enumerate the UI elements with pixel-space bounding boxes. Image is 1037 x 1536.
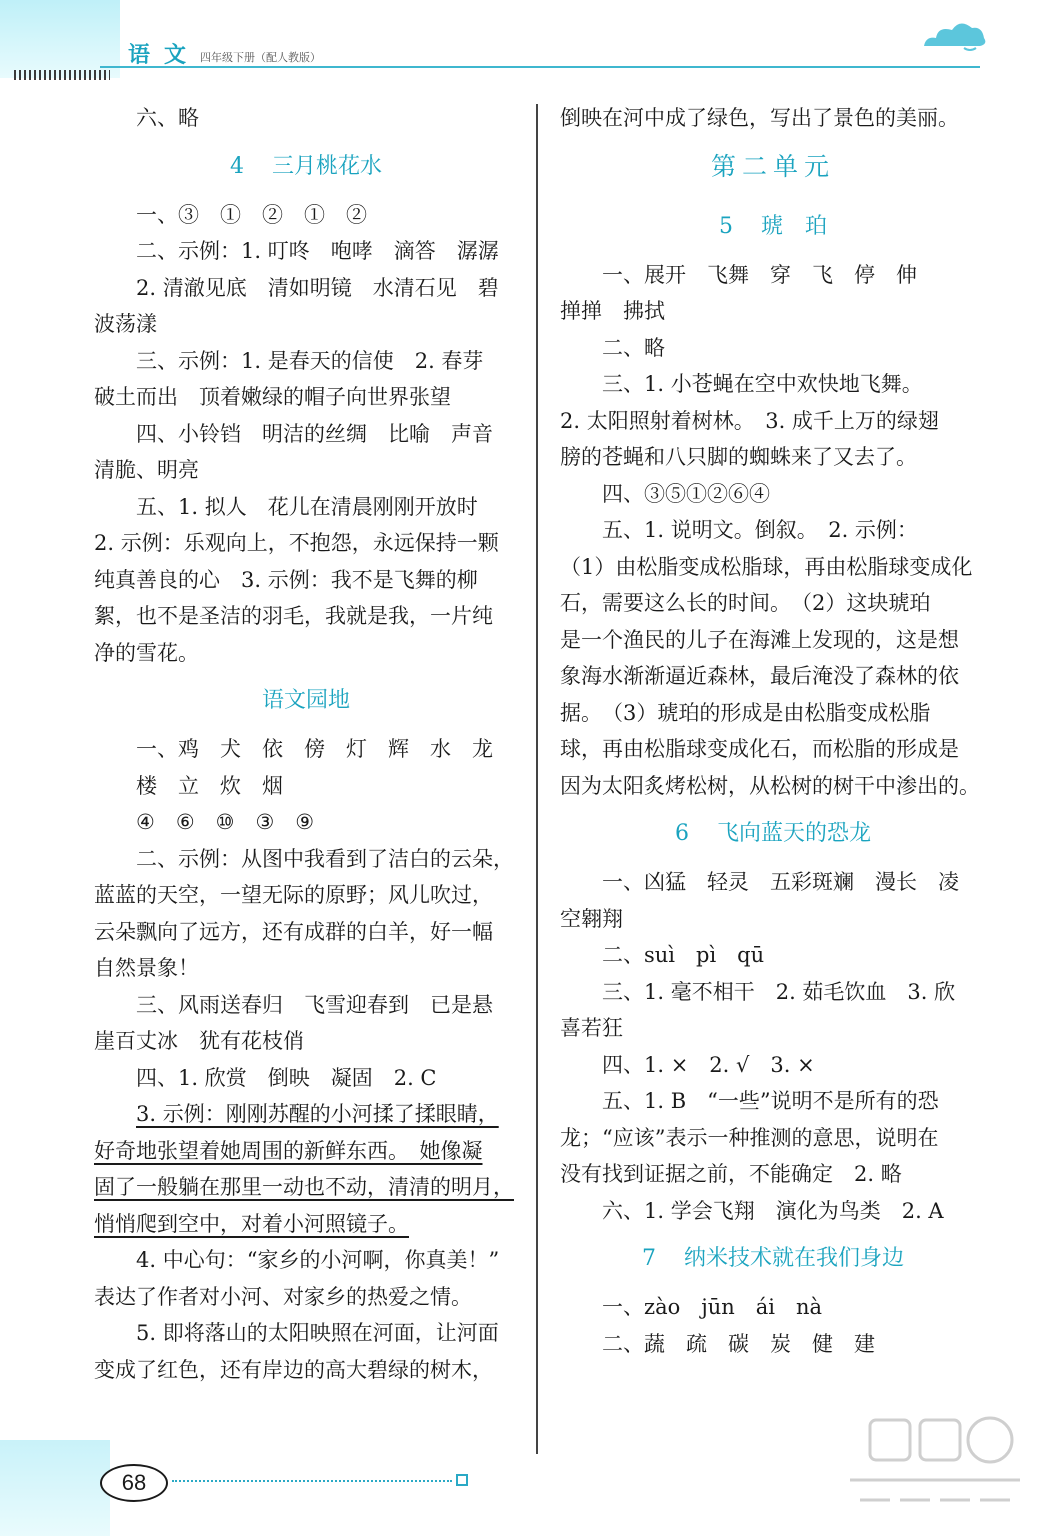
answer-line bbox=[94, 562, 518, 599]
answer-text: 一、鸡 犬 依 傍 灯 辉 水 龙 bbox=[136, 737, 493, 761]
answer-text: 二、蔬 疏 碳 炭 健 建 bbox=[602, 1331, 875, 1356]
answer-text: 五、1. 拟人 花儿在清晨刚刚开放时 bbox=[136, 494, 478, 519]
answer-line bbox=[94, 197, 518, 234]
answer-text: 六、1. 学会飞翔 演化为鸟类 2. A bbox=[602, 1198, 944, 1223]
answer-text: 因为太阳炙烤松树，从松树的树干中渗出的。 bbox=[560, 773, 980, 798]
answer-text: 一、zào jūn ái nà bbox=[602, 1295, 823, 1319]
answer-line bbox=[560, 476, 986, 513]
answer-line bbox=[560, 622, 986, 659]
grade-info: 四年级下册（配人教版） bbox=[200, 51, 321, 64]
answer-line bbox=[94, 525, 518, 562]
answer-text: 云朵飘向了远方，还有成群的白羊，好一幅 bbox=[94, 919, 493, 944]
answer-text: 空翱翔 bbox=[560, 906, 623, 931]
section-title: 琥 珀 bbox=[760, 213, 827, 239]
section-heading bbox=[94, 671, 518, 731]
answer-line bbox=[560, 1193, 986, 1230]
section-heading bbox=[560, 804, 986, 864]
answer-line bbox=[94, 233, 518, 270]
section-heading bbox=[560, 1229, 986, 1289]
section-title: 纳米技术就在我们身边 bbox=[683, 1246, 904, 1271]
answer-text: 三、示例：1. 是春天的信使 2. 春芽 bbox=[136, 348, 484, 373]
page-number: 68 bbox=[100, 1464, 168, 1502]
answer-line bbox=[94, 1279, 518, 1316]
section-heading bbox=[560, 197, 986, 257]
answer-line bbox=[94, 489, 518, 526]
answer-text: 倒映在河中成了绿色，写出了景色的美丽。 bbox=[560, 106, 959, 130]
header-stripe bbox=[14, 70, 110, 80]
answer-line bbox=[560, 864, 986, 901]
answer-line bbox=[560, 1120, 986, 1157]
answer-text: 固了一般躺在那里一动也不动，清清的明月， bbox=[94, 1175, 514, 1199]
answer-text: 二、suì pì qū bbox=[602, 943, 765, 967]
answer-line bbox=[94, 1169, 518, 1206]
answer-text: 波荡漾 bbox=[94, 312, 157, 336]
answer-text: 掸掸 拂拭 bbox=[560, 299, 665, 323]
answer-line bbox=[560, 1156, 986, 1193]
answer-line bbox=[560, 403, 986, 440]
answer-line bbox=[94, 379, 518, 416]
answer-line bbox=[560, 366, 986, 403]
answer-line bbox=[94, 768, 518, 805]
cloud-icon bbox=[920, 14, 990, 54]
answer-text: 一、展开 飞舞 穿 飞 停 伸 bbox=[602, 262, 917, 287]
answer-line bbox=[94, 1060, 518, 1097]
answer-text: 据。 （3）琥珀的形成是由松脂变成松脂 bbox=[560, 700, 931, 725]
answer-line bbox=[94, 950, 518, 987]
answer-text: 2. 示例：乐观向上，不抱怨，永远保持一颗 bbox=[94, 531, 499, 555]
column-divider bbox=[536, 104, 538, 1454]
answer-line bbox=[94, 1315, 518, 1352]
answer-text: 絮，也不是圣洁的羽毛，我就是我，一片纯 bbox=[94, 604, 493, 628]
subject-title: 语文 bbox=[128, 42, 201, 68]
answer-line bbox=[94, 841, 518, 878]
answer-text: 三、风雨送春归 飞雪迎春到 已是悬 bbox=[136, 992, 493, 1017]
section-heading bbox=[560, 137, 986, 197]
answer-text: 六、略 bbox=[136, 106, 199, 130]
answer-text: 是一个渔民的儿子在海滩上发现的，这是想 bbox=[560, 627, 959, 652]
answer-text: 四、③⑤①②⑥④ bbox=[602, 481, 770, 506]
answer-text: 二、略 bbox=[602, 335, 665, 360]
answer-text: 四、1. 欣赏 倒映 凝固 2. C bbox=[136, 1065, 437, 1090]
answer-line bbox=[94, 1133, 518, 1170]
answer-line bbox=[94, 1096, 518, 1133]
section-title: 三月桃花水 bbox=[271, 153, 382, 179]
answer-text: 蓝蓝的天空，一望无际的原野；风儿吹过， bbox=[94, 883, 493, 907]
answer-line bbox=[560, 1047, 986, 1084]
section-title: 飞向蓝天的恐龙 bbox=[716, 821, 871, 846]
answer-text: 龙；“应该”表示一种推测的意思，说明在 bbox=[560, 1125, 939, 1150]
answer-line bbox=[94, 270, 518, 307]
answer-line bbox=[560, 100, 986, 137]
answer-line bbox=[560, 439, 986, 476]
answer-text: 二、示例：1. 叮咚 咆哮 滴答 潺潺 bbox=[136, 239, 499, 263]
footer-square-icon bbox=[456, 1474, 468, 1486]
answer-line bbox=[560, 1326, 986, 1363]
answer-line bbox=[560, 1289, 986, 1326]
page-header bbox=[0, 0, 1037, 80]
answer-line bbox=[94, 598, 518, 635]
answer-line bbox=[560, 512, 986, 549]
answer-text: 四、1. × 2. √ 3. × bbox=[602, 1052, 815, 1077]
section-number: 7 bbox=[641, 1246, 656, 1271]
answer-line bbox=[94, 452, 518, 489]
answer-text: 一、③ ① ② ① ② bbox=[136, 202, 367, 227]
answer-line bbox=[94, 635, 518, 672]
answer-text: 楼 立 炊 烟 bbox=[136, 773, 283, 798]
answer-text: 破土而出 顶着嫩绿的帽子向世界张望 bbox=[94, 385, 451, 409]
left-column bbox=[94, 100, 518, 1388]
answer-line bbox=[560, 974, 986, 1011]
answer-text: 2. 太阳照射着树林。 3. 成千上万的绿翅 bbox=[560, 408, 939, 433]
answer-line bbox=[560, 901, 986, 938]
section-number: 5 bbox=[718, 213, 733, 239]
answer-text: 膀的苍蝇和八只脚的蜘蛛来了又去了。 bbox=[560, 445, 917, 469]
answer-line bbox=[560, 768, 986, 805]
answer-line bbox=[560, 731, 986, 768]
answer-text: 三、1. 毫不相干 2. 茹毛饮血 3. 欣 bbox=[602, 979, 956, 1004]
answer-text: 一、凶猛 轻灵 五彩斑斓 漫长 凌 bbox=[602, 870, 959, 894]
answer-text: （1）由松脂变成松脂球，再由松脂球变成化 bbox=[560, 554, 973, 579]
answer-text: 石，需要这么长的时间。 （2）这块琥珀 bbox=[560, 591, 931, 615]
answer-text: 表达了作者对小河、对家乡的热爱之情。 bbox=[94, 1284, 472, 1309]
answer-line bbox=[94, 306, 518, 343]
answer-text: 好奇地张望着她周围的新鲜东西。 她像凝 bbox=[94, 1138, 483, 1163]
right-column bbox=[560, 100, 986, 1362]
answer-line bbox=[94, 804, 518, 841]
answer-line bbox=[94, 1023, 518, 1060]
answer-text: 二、示例：从图中我看到了洁白的云朵， bbox=[136, 846, 514, 871]
answer-text: 五、1. B “一些”说明不是所有的恐 bbox=[602, 1089, 939, 1113]
answer-text: 净的雪花。 bbox=[94, 640, 199, 665]
answer-line bbox=[94, 1206, 518, 1243]
answer-text: 3. 示例：刚刚苏醒的小河揉了揉眼睛， bbox=[136, 1102, 499, 1126]
header-rule bbox=[100, 66, 980, 68]
answer-line bbox=[560, 549, 986, 586]
answer-line bbox=[560, 257, 986, 294]
answer-line bbox=[560, 585, 986, 622]
answer-line bbox=[94, 1242, 518, 1279]
answer-line bbox=[94, 100, 518, 137]
answer-line bbox=[560, 293, 986, 330]
answer-line bbox=[94, 731, 518, 768]
section-title: 第二单元 bbox=[710, 151, 835, 181]
answer-text: 象海水渐渐逼近森林，最后淹没了森林的依 bbox=[560, 664, 959, 688]
answer-text: 5. 即将落山的太阳映照在河面，让河面 bbox=[136, 1321, 499, 1345]
answer-text: 四、小铃铛 明洁的丝绸 比喻 声音 bbox=[136, 421, 493, 446]
section-heading bbox=[94, 137, 518, 197]
answer-text: 三、1. 小苍蝇在空中欢快地飞舞。 bbox=[602, 372, 923, 396]
answer-text: 2. 清澈见底 清如明镜 水清石见 碧 bbox=[136, 275, 499, 300]
answer-text: 纯真善良的心 3. 示例：我不是飞舞的柳 bbox=[94, 567, 478, 592]
answer-line bbox=[560, 695, 986, 732]
section-number: 6 bbox=[674, 821, 689, 846]
answer-text: 没有找到证据之前，不能确定 2. 略 bbox=[560, 1162, 902, 1186]
answer-text: 4. 中心句：“家乡的小河啊，你真美！” bbox=[136, 1248, 500, 1272]
answer-text: 喜若狂 bbox=[560, 1016, 623, 1040]
answer-line bbox=[560, 330, 986, 367]
answer-text: 五、1. 说明文。倒叙。 2. 示例： bbox=[602, 518, 918, 542]
answer-text: 悄悄爬到空中，对着小河照镜子。 bbox=[94, 1211, 409, 1236]
answer-line bbox=[94, 416, 518, 453]
answer-line bbox=[94, 1352, 518, 1389]
answer-text: 变成了红色，还有岸边的高大碧绿的树木， bbox=[94, 1357, 493, 1382]
footer-dotted-line bbox=[172, 1480, 452, 1484]
answer-text: 自然景象！ bbox=[94, 956, 199, 980]
footer-gradient bbox=[0, 1440, 110, 1536]
answer-text: ④ ⑥ ⑩ ③ ⑨ bbox=[136, 810, 315, 834]
answer-text: 崖百丈冰 犹有花枝俏 bbox=[94, 1029, 304, 1053]
answer-line bbox=[560, 658, 986, 695]
answer-line bbox=[560, 1083, 986, 1120]
watermark-logo bbox=[840, 1400, 1030, 1530]
answer-line bbox=[560, 937, 986, 974]
answer-line bbox=[94, 914, 518, 951]
answer-line bbox=[94, 343, 518, 380]
answer-line bbox=[560, 1010, 986, 1047]
section-number: 4 bbox=[229, 153, 244, 179]
section-title: 语文园地 bbox=[261, 688, 350, 713]
answer-text: 球，再由松脂球变成化石，而松脂的形成是 bbox=[560, 737, 959, 761]
answer-line bbox=[94, 877, 518, 914]
answer-text: 清脆、明亮 bbox=[94, 458, 199, 482]
answer-line bbox=[94, 987, 518, 1024]
